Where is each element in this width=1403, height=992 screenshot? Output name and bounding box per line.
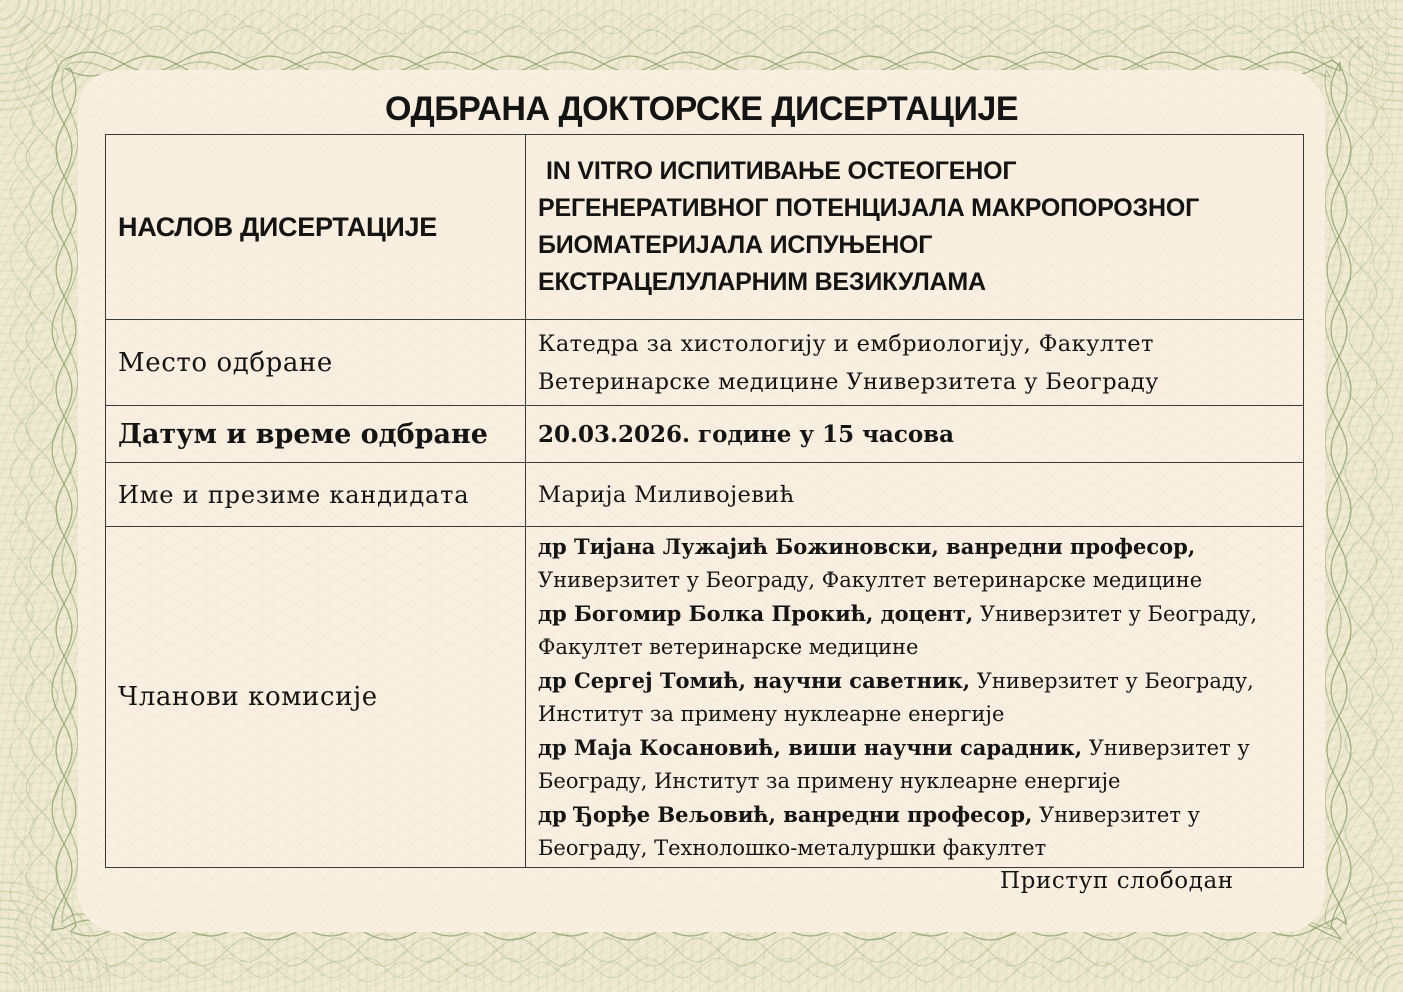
- member-affiliation-inline: Универзитет у Београду,: [973, 601, 1257, 626]
- table-row-candidate: [106, 463, 1304, 527]
- committee-member: [538, 731, 1291, 798]
- thesis-title-line: IN VITRO ИСПИТИВАЊЕ ОСТЕОГЕНОГ: [546, 157, 1017, 185]
- datetime-value: 20.03.2026. године у 15 часова: [526, 406, 1304, 463]
- member-affiliation: Београду, Институт за примену нуклеарне енергије: [538, 768, 1121, 793]
- member-affiliation: Универзитет у Београду, Факултет ветеринарске медицине: [538, 567, 1203, 592]
- table-row-thesis-title: [106, 135, 1304, 320]
- thesis-title-value: [526, 135, 1304, 320]
- member-name: др Богомир Болка Прокић, доцент,: [538, 600, 974, 626]
- thesis-title-label: НАСЛОВ ДИСЕРТАЦИЈЕ: [106, 135, 526, 320]
- thesis-title-line: РЕГЕНЕРАТИВНОГ ПОТЕНЦИЈАЛА МАКРОПОРОЗНОГ: [538, 194, 1200, 222]
- table-row-datetime: [106, 406, 1304, 463]
- thesis-title-line: ЕКСТРАЦЕЛУЛАРНИМ ВЕЗИКУЛАМА: [538, 268, 986, 296]
- committee-member: [538, 798, 1291, 865]
- member-affiliation: Београду, Технолошко-металуршки факултет: [538, 835, 1047, 860]
- defense-info-table: [105, 134, 1304, 868]
- candidate-value: Марија Миливојевић: [526, 463, 1304, 527]
- table-row-location: [106, 320, 1304, 406]
- member-name: др Тијана Лужајић Божиновски, ванредни професор,: [538, 533, 1196, 559]
- member-name: др Маја Косановић, виши научни сарадник,: [538, 734, 1083, 760]
- datetime-label: Датум и време одбране: [106, 406, 526, 463]
- member-affiliation: Институт за примену нуклеарне енергије: [538, 701, 1005, 726]
- member-name: др Сергеј Томић, научни саветник,: [538, 667, 971, 693]
- committee-members: [526, 527, 1304, 868]
- member-name: др Ђорђе Вељовић, ванредни професор,: [538, 801, 1033, 827]
- location-line: Ветеринарске медицине Универзитета у Београду: [538, 368, 1159, 395]
- member-affiliation: Факултет ветеринарске медицине: [538, 634, 919, 659]
- committee-member: [538, 597, 1291, 664]
- committee-member: [538, 664, 1291, 731]
- candidate-label: Име и презиме кандидата: [106, 463, 526, 527]
- access-note: Приступ слободан: [1000, 868, 1234, 894]
- location-label: Место одбране: [106, 320, 526, 406]
- member-affiliation-inline: Универзитет у: [1082, 735, 1250, 760]
- document-title: ОДБРАНА ДОКТОРСКЕ ДИСЕРТАЦИЈЕ: [384, 90, 1018, 128]
- location-value: [526, 320, 1304, 406]
- thesis-title-line: БИОМАТЕРИЈАЛА ИСПУЊЕНОГ: [538, 231, 933, 259]
- committee-label: Чланови комисије: [106, 527, 526, 868]
- committee-member: [538, 530, 1291, 597]
- member-affiliation-inline: Универзитет у Београду,: [970, 668, 1254, 693]
- location-line: Катедра за хистологију и ембриологију, Факултет: [538, 330, 1154, 357]
- member-affiliation-inline: Универзитет у: [1032, 802, 1200, 827]
- table-row-committee: [106, 527, 1304, 868]
